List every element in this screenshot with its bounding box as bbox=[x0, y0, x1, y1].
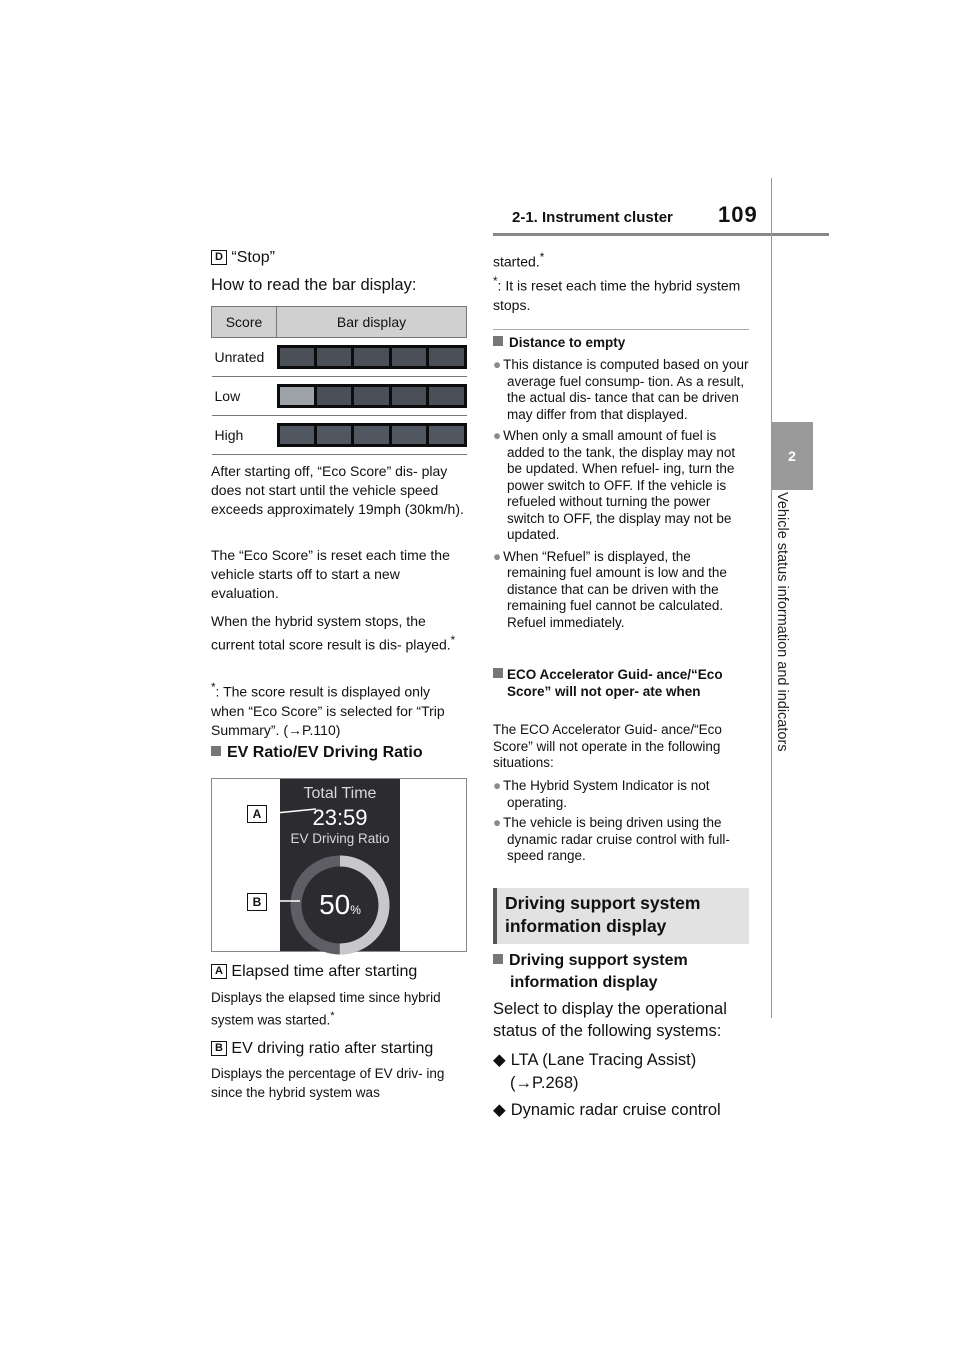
callout-b: B bbox=[247, 893, 267, 911]
bar-segment-filled bbox=[280, 387, 314, 405]
arrow-icon: → bbox=[288, 721, 302, 738]
square-bullet-icon bbox=[493, 954, 503, 964]
system-list bbox=[493, 1049, 749, 1122]
bar-segment bbox=[354, 387, 388, 405]
bar-segment bbox=[429, 348, 463, 366]
square-bullet-icon bbox=[493, 336, 503, 346]
list-item-text: Dynamic radar cruise control bbox=[510, 1101, 721, 1119]
footnote-mark: * bbox=[450, 634, 456, 647]
item-d-text: “Stop” bbox=[231, 249, 275, 266]
bar-segment bbox=[317, 387, 351, 405]
score-bar-high bbox=[277, 423, 467, 447]
table-row bbox=[212, 338, 467, 377]
score-table bbox=[211, 306, 467, 455]
footnote-1 bbox=[211, 678, 467, 740]
bar-segment-filled bbox=[317, 426, 351, 444]
item-a bbox=[211, 961, 417, 983]
ev-percent: 50 bbox=[319, 889, 351, 920]
para-eco-start: After starting off, “Eco Score” dis- play does not start until the vehicle speed exceeds approximately 19mph (30km/h). bbox=[211, 463, 464, 517]
list-item-text: The Hybrid System Indicator is not operating. bbox=[503, 778, 710, 810]
continued-text bbox=[493, 248, 544, 272]
list-item bbox=[493, 549, 749, 632]
ev-percent-unit: % bbox=[350, 903, 361, 917]
sub-heading-text: Driving support system information display bbox=[509, 952, 688, 991]
bar-segment bbox=[392, 348, 426, 366]
callout-b-tag: B bbox=[211, 1041, 227, 1056]
callout-d-tag: D bbox=[211, 250, 227, 265]
square-bullet-icon bbox=[211, 746, 221, 756]
chapter-title-vertical bbox=[766, 492, 816, 792]
footnote-2-text: : It is reset each time the hybrid system stops. bbox=[493, 277, 741, 313]
item-b-text: EV driving ratio after starting bbox=[231, 1040, 434, 1057]
diamond-bullet-icon: ◆ bbox=[493, 1101, 506, 1119]
row-label: Low bbox=[212, 377, 277, 416]
eco-list bbox=[493, 778, 749, 865]
para-eco-reset: The “Eco Score” is reset each time the vehicle starts off to start a new evaluation. bbox=[211, 547, 450, 601]
callout-a-tag: A bbox=[211, 964, 227, 979]
arrow-icon: → bbox=[515, 1074, 532, 1092]
running-header: 2-1. Instrument cluster bbox=[512, 209, 673, 226]
bullet-dot-icon: ● bbox=[493, 548, 502, 564]
select-text: Select to display the operational status of the following systems: bbox=[493, 1000, 727, 1040]
score-bar-low bbox=[277, 384, 467, 408]
bullet-dot-icon: ● bbox=[493, 357, 502, 372]
list-item bbox=[493, 778, 749, 811]
bullet-dot-icon: ● bbox=[493, 428, 502, 443]
bar-segment-filled bbox=[354, 426, 388, 444]
open-paren: ( bbox=[510, 1074, 516, 1092]
col-bar-display: Bar display bbox=[277, 307, 467, 338]
bar-segment bbox=[354, 348, 388, 366]
distance-heading bbox=[493, 335, 625, 352]
eco-intro: The ECO Accelerator Guid- ance/“Eco Score” will not operate in the following situations: bbox=[493, 722, 722, 770]
bar-segment-filled bbox=[429, 426, 463, 444]
bar-heading: How to read the bar display: bbox=[211, 276, 417, 294]
elapsed-time: 23:59 bbox=[312, 805, 368, 830]
list-item-text: When only a small amount of fuel is added to the tank, the display may not be updated. When refuel- ing, turn the power switch to OFF. If the vehicle is refueled without turning the power switch to OFF, the display may not be updated. bbox=[503, 428, 736, 542]
footnote-1-text: : The score result is displayed only when “Eco Score” is selected for “Trip Summary”. ( bbox=[211, 683, 445, 738]
para-total-score bbox=[211, 612, 467, 655]
bar-segment bbox=[317, 348, 351, 366]
item-d bbox=[211, 247, 275, 269]
footnote-mark: * bbox=[330, 1010, 335, 1022]
section-heading: Driving support system information display bbox=[493, 888, 749, 944]
square-bullet-icon bbox=[493, 668, 503, 678]
distance-list bbox=[493, 357, 749, 631]
list-item-text: This distance is computed based on your average fuel consump- tion. As a result, the actual dis- tance that can be driven may differ from that displayed. bbox=[503, 357, 749, 422]
item-a-desc-text: Displays the elapsed time since hybrid system was started. bbox=[211, 990, 441, 1028]
bar-segment bbox=[392, 387, 426, 405]
table-row bbox=[212, 377, 467, 416]
ev-heading-text: EV Ratio/EV Driving Ratio bbox=[227, 744, 423, 761]
item-b bbox=[211, 1038, 433, 1060]
para-total-score-text: When the hybrid system stops, the current total score result is dis- played. bbox=[211, 613, 451, 653]
table-row bbox=[212, 416, 467, 455]
header-rule bbox=[493, 233, 829, 236]
divider bbox=[493, 329, 749, 330]
list-item bbox=[493, 1099, 749, 1122]
footnote-mark: * bbox=[211, 681, 216, 694]
continued-text-body: started. bbox=[493, 253, 540, 270]
bullet-dot-icon: ● bbox=[493, 778, 502, 793]
ev-heading bbox=[211, 744, 423, 762]
eco-heading bbox=[493, 667, 749, 700]
item-a-text: Elapsed time after starting bbox=[231, 963, 418, 980]
list-item bbox=[493, 815, 749, 865]
distance-heading-text: Distance to empty bbox=[509, 335, 626, 350]
score-bar-unrated bbox=[277, 345, 467, 369]
item-a-desc bbox=[211, 988, 467, 1030]
callout-a: A bbox=[247, 805, 267, 823]
list-item bbox=[493, 357, 749, 423]
row-label: High bbox=[212, 416, 277, 455]
ev-ratio-label: EV Driving Ratio bbox=[290, 831, 390, 846]
bar-segment-filled bbox=[280, 426, 314, 444]
bullet-dot-icon: ● bbox=[493, 815, 502, 830]
diamond-bullet-icon: ◆ bbox=[493, 1051, 506, 1069]
bar-segment bbox=[429, 387, 463, 405]
score-table-wrap bbox=[211, 306, 467, 455]
col-score: Score bbox=[212, 307, 277, 338]
page-ref[interactable]: P.110) bbox=[302, 721, 341, 738]
page-ref[interactable]: P.268) bbox=[532, 1074, 579, 1092]
ev-display-figure bbox=[211, 778, 467, 952]
item-b-desc: Displays the percentage of EV driv- ing since the hybrid system was bbox=[211, 1066, 445, 1100]
total-time-label: Total Time bbox=[303, 785, 377, 802]
footnote-mark: * bbox=[493, 275, 498, 288]
list-item-text: LTA (Lane Tracing Assist) bbox=[510, 1051, 697, 1069]
callout-line-a bbox=[276, 809, 316, 813]
footnote-2 bbox=[493, 272, 749, 315]
footnote-mark: * bbox=[539, 251, 545, 264]
list-item-text: When “Refuel” is displayed, the remaining fuel amount is low and the distance that can be driven with the remaining fuel cannot be calculated. Refuel immediately. bbox=[503, 548, 727, 630]
row-label: Unrated bbox=[212, 338, 277, 377]
page-number: 109 bbox=[718, 202, 758, 227]
chapter-title: Vehicle status information and indicators bbox=[774, 492, 790, 752]
bar-segment bbox=[280, 348, 314, 366]
list-item-text: The vehicle is being driven using the dynamic radar cruise control with full-speed range. bbox=[503, 815, 730, 863]
sub-heading bbox=[493, 950, 749, 994]
list-item bbox=[493, 428, 749, 544]
list-item bbox=[493, 1049, 749, 1095]
bar-segment-filled bbox=[392, 426, 426, 444]
chapter-tab: 2 bbox=[771, 422, 813, 490]
eco-heading-text: ECO Accelerator Guid- ance/“Eco Score” will not oper- ate when bbox=[507, 667, 723, 699]
